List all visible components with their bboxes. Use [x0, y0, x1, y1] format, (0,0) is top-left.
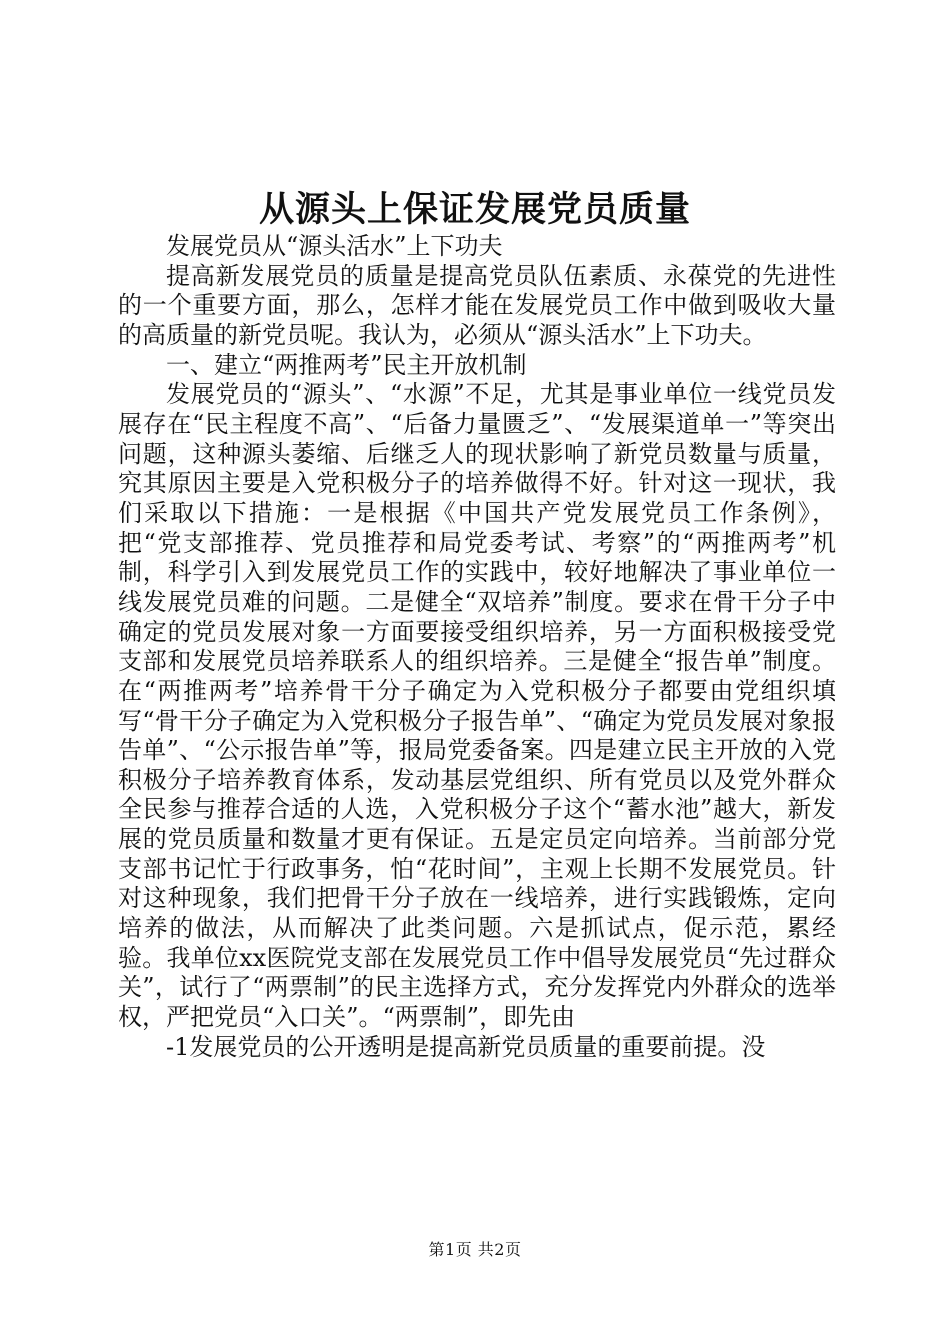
section-heading: 一、建立“两推两考”民主开放机制 [166, 350, 527, 379]
document-title: 从源头上保证发展党员质量 [258, 189, 691, 230]
continuation-paragraph: -1发展党员的公开透明是提高新党员质量的重要前提。没 [166, 1032, 766, 1061]
body-paragraph: 发展党员的“源头”、“水源”不足，尤其是事业单位一线党员发展存在“民主程度不高”、“后备力量匮乏”、“发展渠道单一”等突出问题，这种源头萎缩、后继乏人的现状影响了新党员数量与质量，究其原因主要是入党积极分子的培养做得不好。针对这一现状，我们采取以下措施：一是根据《中国共产党发展党员工作条例》，把“党支部推荐、党员推荐和局党委考试、考察”的“两推两考”机制，科学引入到发展党员工作的实践中，较好地解决了事业单位一线发展党员难的问题。二是健全“双培养”制度。要求在骨干分子中确定的党员发展对象一方面要接受组织培养，另一方面积极接受党支部和发展党员培养联系人的组织培养。三是健全“报告单”制度。在“两推两考”培养骨干分子确定为入党积极分子都要由党组织填写“骨干分子确定为入党积极分子报告单”、“确定为党员发展对象报告单”、“公示报告单”等，报局党委备案。四是建立民主开放的入党积极分子培养教育体系，发动基层党组织、所有党员以及党外群众全民参与推荐合适的人选，入党积极分子这个“蓄水池”越大，新发展的党员质量和数量才更有保证。五是定员定向培养。当前部分党支部书记忙于行政事务，怕“花时间”，主观上长期不发展党员。针对这种现象，我们把骨干分子放在一线培养，进行实践锻炼，定向培养的做法，从而解决了此类问题。六是抓试点，促示范，累经验。我单位xx医院党支部在发展党员工作中倡导发展党员“先过群众关”，试行了“两票制”的民主选择方式，充分发挥党内外群众的选举权，严把党员“入口关”。“两票制”，即先由 [118, 380, 836, 1032]
subtitle-paragraph: 发展党员从“源头活水”上下功夫 [166, 232, 503, 260]
page-footer: 第1页 共2页 [428, 1240, 522, 1259]
intro-paragraph: 提高新发展党员的质量是提高党员队伍素质、永葆党的先进性的一个重要方面，那么，怎样才能在发展党员工作中做到吸收大量的高质量的新党员呢。我认为，必须从“源头活水”上下功夫。 [118, 261, 836, 349]
document-body [118, 232, 836, 1062]
